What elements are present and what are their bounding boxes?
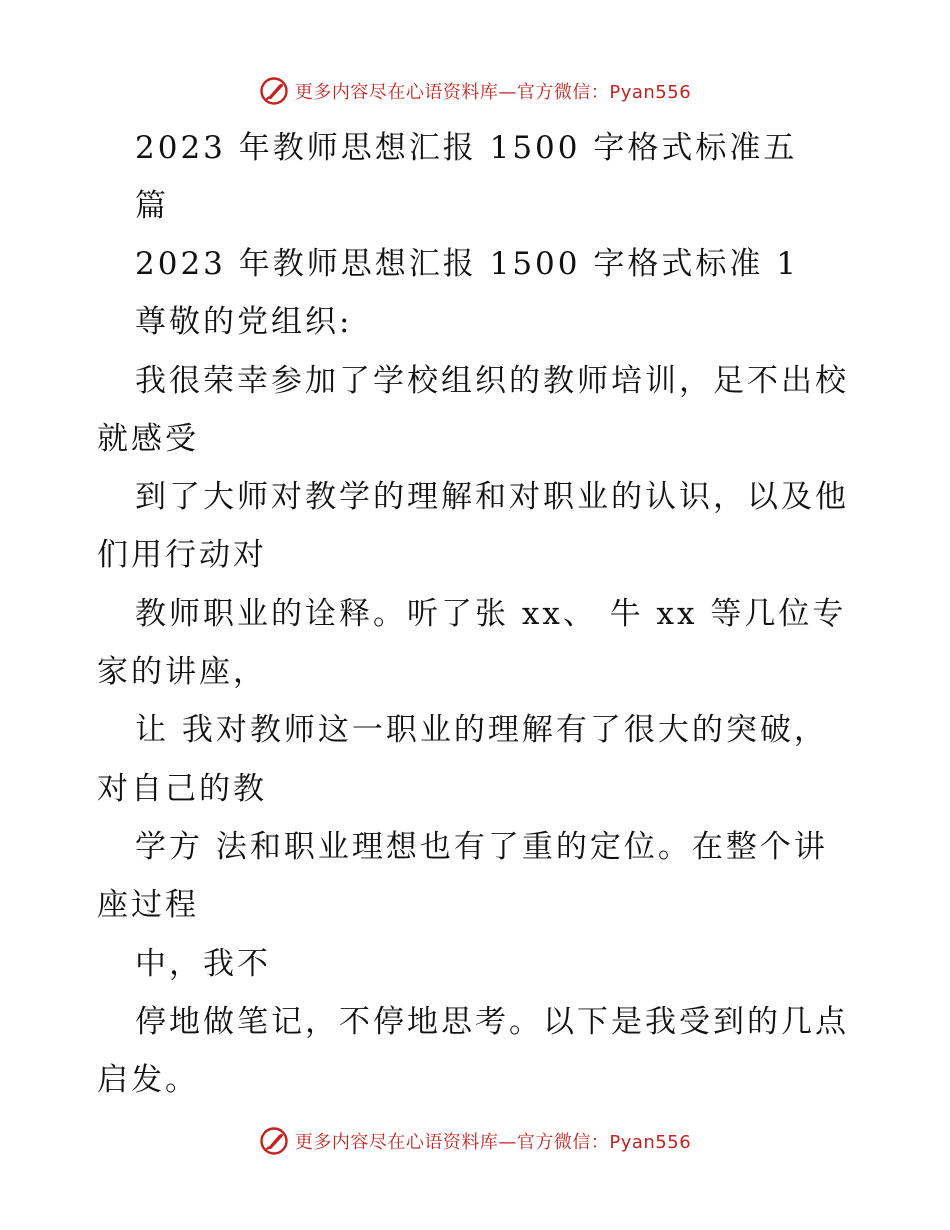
paragraph-line: 到了大师对教学的理解和对职业的认识，以及他: [135, 479, 849, 515]
paragraph-line: 对自己的教: [97, 771, 267, 807]
paragraph-line: 们用行动对: [97, 537, 267, 573]
paragraph-line: 启发。: [97, 1062, 199, 1098]
quill-pen-circle-logo-icon: [259, 1126, 289, 1156]
salutation: 尊敬的党组织:: [135, 304, 353, 340]
paragraph-line: 教师职业的诠释。听了张 xx、 牛 xx 等几位专: [135, 596, 847, 632]
paragraph-line: 我很荣幸参加了学校组织的教师培训，足不出校: [135, 363, 849, 399]
paragraph-line: 学方 法和职业理想也有了重的定位。在整个讲: [135, 829, 828, 865]
paragraph-line: 中，我不: [135, 946, 271, 982]
paragraph-line: 停地做笔记，不停地思考。以下是我受到的几点: [135, 1004, 849, 1040]
doc-title-line-2: 篇: [135, 188, 169, 224]
watermark-text: 更多内容尽在心语资料库—官方微信：Pyan556: [294, 1132, 692, 1153]
paragraph-line: 座过程: [97, 887, 199, 923]
watermark-text: 更多内容尽在心语资料库—官方微信：Pyan556: [294, 82, 692, 103]
paragraph-line: 让 我对教师这一职业的理解有了很大的突破，: [135, 712, 828, 748]
doc-title-line-1: 2023 年教师思想汇报 1500 字格式标准五: [135, 130, 798, 166]
section-heading: 2023 年教师思想汇报 1500 字格式标准 1: [135, 246, 799, 282]
paragraph-line: 就感受: [97, 421, 199, 457]
paragraph-line: 家的讲座，: [97, 654, 267, 690]
footer-watermark: [0, 1121, 950, 1161]
